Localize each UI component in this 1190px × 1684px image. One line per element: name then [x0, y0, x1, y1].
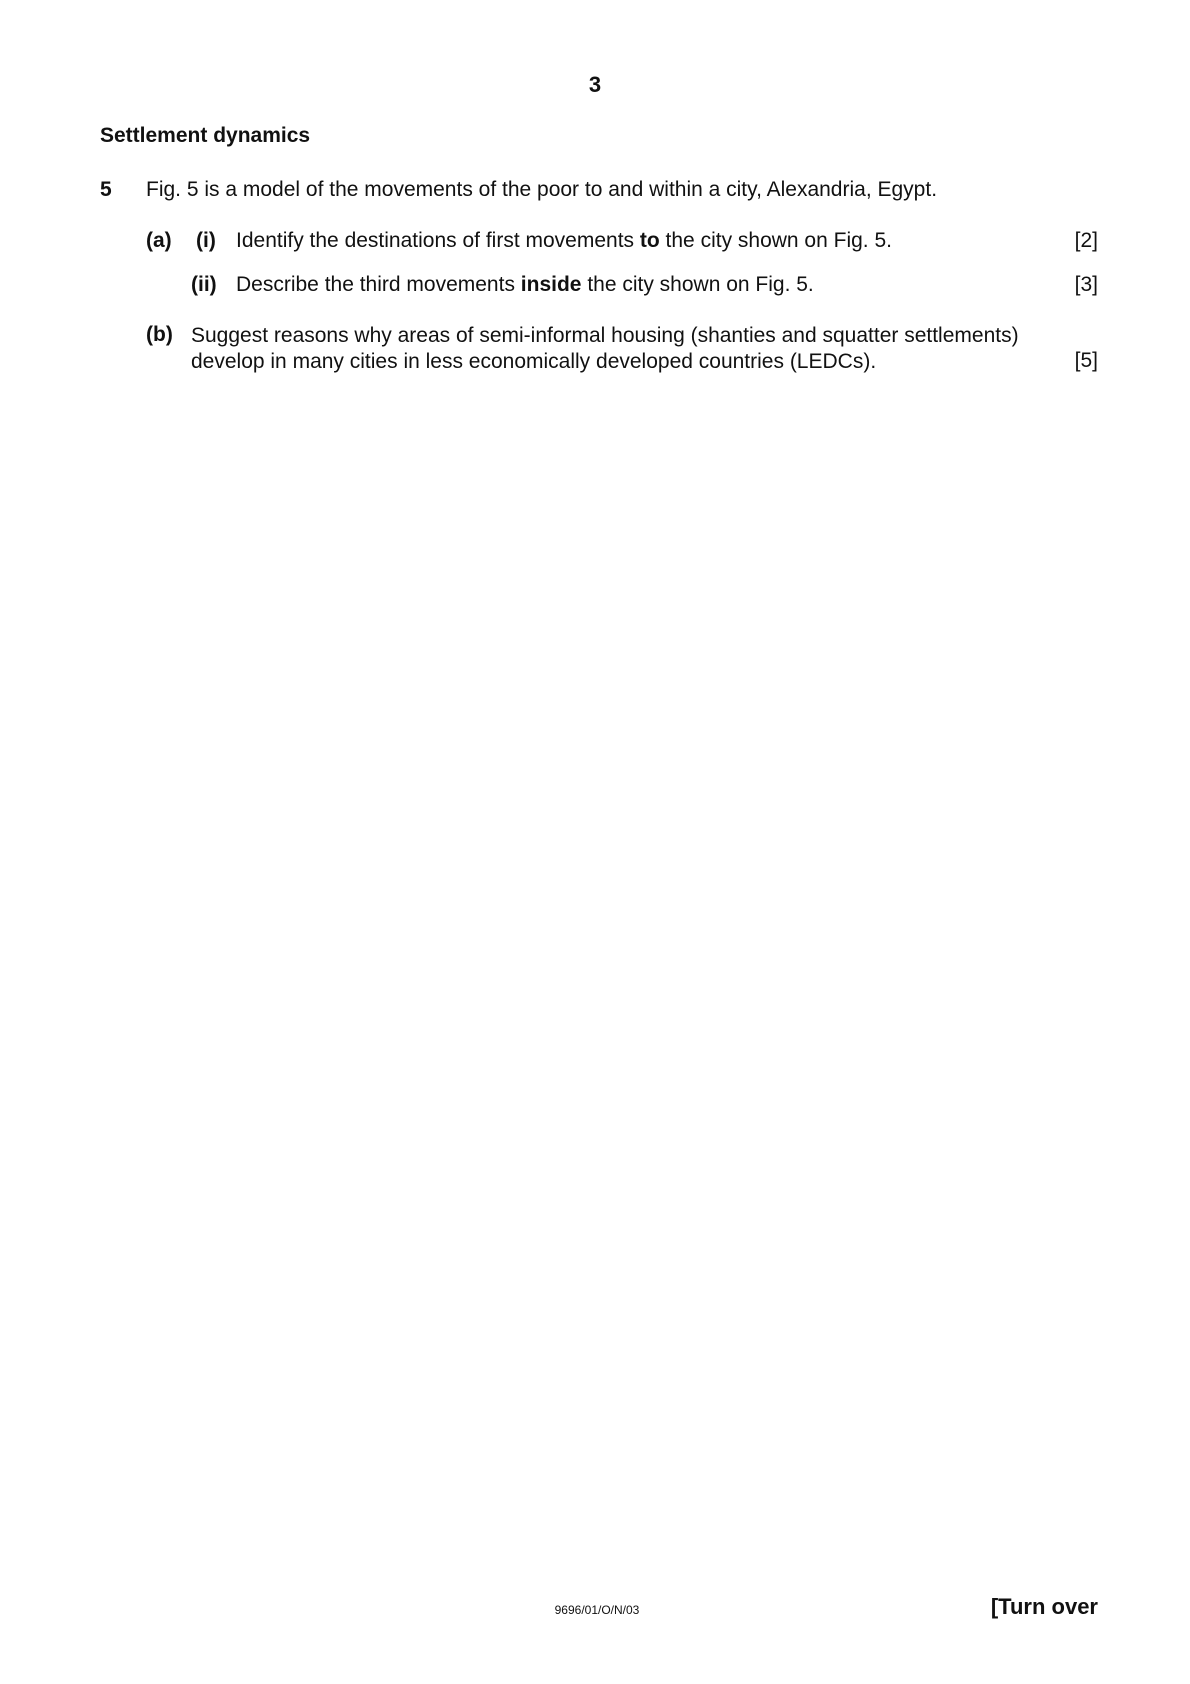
sub-ii-text-after: the city shown on Fig. 5. — [581, 273, 814, 296]
footer-code: 9696/01/O/N/03 — [554, 1603, 640, 1617]
page-number: 3 — [588, 72, 602, 97]
sub-i-label: (i) — [196, 229, 216, 252]
sub-i-marks: [2] — [1074, 229, 1098, 252]
sub-i-text-after: the city shown on Fig. 5. — [659, 229, 892, 252]
sub-i-text-before: Identify the destinations of first movements — [236, 229, 640, 252]
question-stem: Fig. 5 is a model of the movements of the poor to and within a city, Alexandria, Egypt. — [146, 178, 938, 201]
sub-ii-marks: [3] — [1074, 273, 1098, 296]
part-b-marks: [5] — [1074, 349, 1098, 372]
part-b-label: (b) — [146, 323, 173, 346]
part-b-line2: develop in many cities in less economically developed countries (LEDCs). — [191, 350, 877, 373]
part-b-line1: Suggest reasons why areas of semi-informal housing (shanties and squatter settlements) — [191, 324, 1019, 347]
part-a-label: (a) — [146, 229, 172, 252]
section-heading: Settlement dynamics — [100, 124, 311, 147]
sub-i-text — [236, 229, 892, 253]
sub-ii-text-before: Describe the third movements — [236, 273, 521, 296]
sub-ii-text — [236, 273, 814, 297]
turn-over: [Turn over — [990, 1594, 1098, 1619]
sub-i-text-bold: to — [639, 229, 660, 252]
question-number: 5 — [100, 178, 112, 201]
sub-ii-text-bold: inside — [520, 273, 582, 296]
sub-ii-label: (ii) — [191, 273, 217, 296]
part-b-text — [191, 323, 1098, 375]
